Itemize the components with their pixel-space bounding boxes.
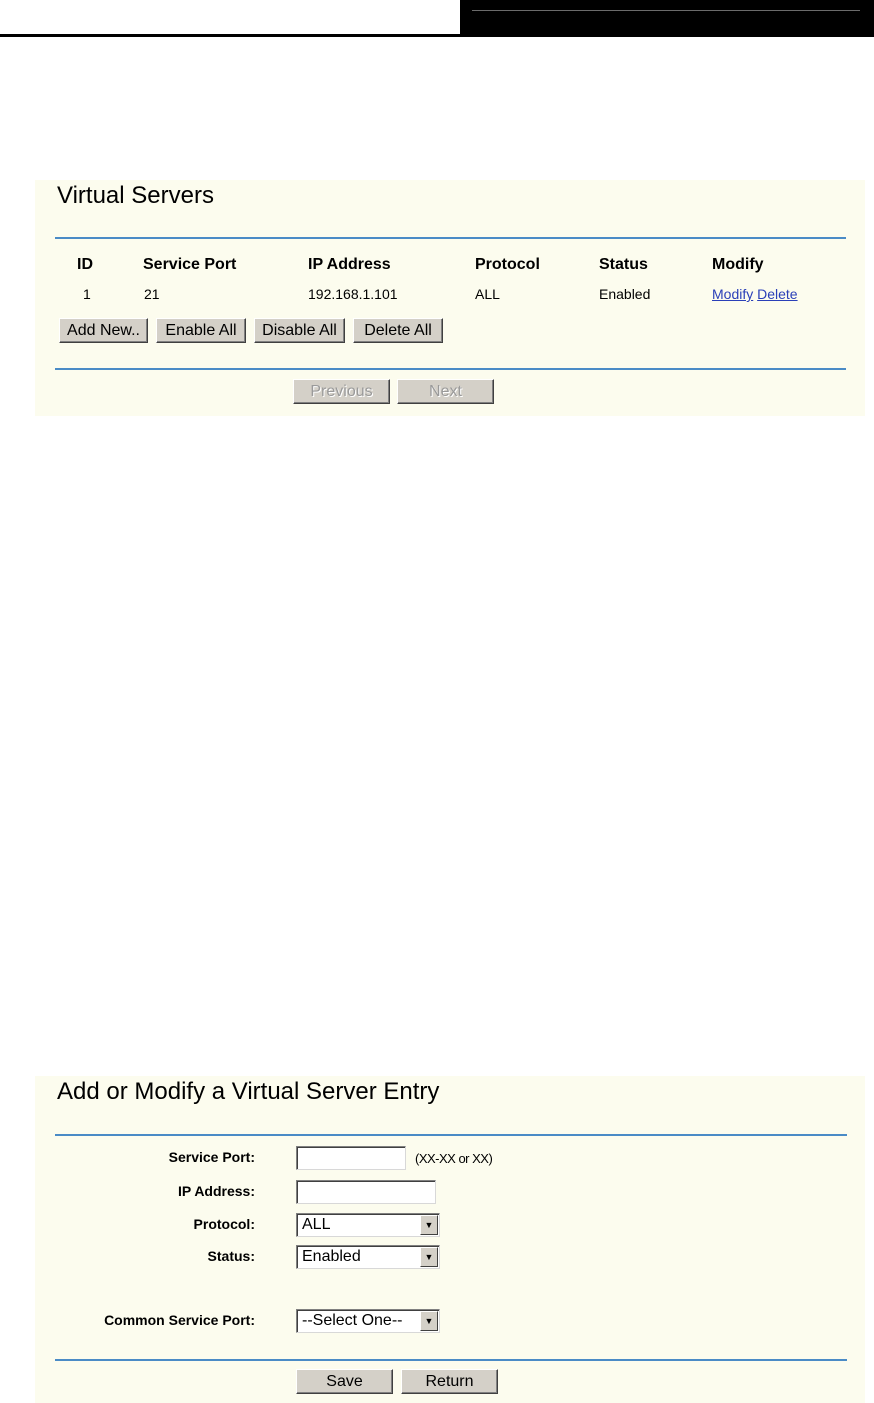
- column-header-protocol: Protocol: [475, 256, 540, 273]
- delete-all-button[interactable]: Delete All: [353, 318, 443, 343]
- ip-address-label: IP Address:: [177, 1183, 255, 1199]
- service-port-hint: (XX-XX or XX): [415, 1151, 493, 1166]
- cell-status: Enabled: [599, 286, 651, 302]
- cell-protocol: ALL: [475, 286, 500, 302]
- common-service-port-selected-value: --Select One--: [302, 1312, 403, 1329]
- header-thin-line: [472, 10, 860, 11]
- column-header-id: ID: [77, 256, 93, 273]
- next-button[interactable]: Next: [397, 379, 494, 404]
- common-service-port-select[interactable]: [296, 1309, 440, 1333]
- page-title: Virtual Servers: [57, 182, 214, 209]
- protocol-select[interactable]: [296, 1213, 440, 1237]
- add-new-button[interactable]: Add New..: [59, 318, 148, 343]
- column-header-ip-address: IP Address: [308, 256, 391, 273]
- section-title: Add or Modify a Virtual Server Entry: [57, 1078, 440, 1105]
- service-port-label: Service Port:: [168, 1149, 255, 1165]
- column-header-service-port: Service Port: [143, 256, 237, 273]
- pagination-divider: [55, 368, 846, 370]
- cell-ip-address: 192.168.1.101: [308, 286, 398, 302]
- disable-all-button[interactable]: Disable All: [254, 318, 345, 343]
- ip-address-input[interactable]: [296, 1180, 436, 1204]
- service-port-input[interactable]: [296, 1146, 406, 1170]
- header-bar: [460, 0, 874, 37]
- cell-id: 1: [83, 286, 91, 302]
- delete-link[interactable]: Delete: [757, 286, 798, 302]
- enable-all-button[interactable]: Enable All: [156, 318, 246, 343]
- cell-modify: [712, 286, 798, 302]
- chevron-down-icon[interactable]: ▼: [420, 1215, 438, 1235]
- return-button[interactable]: Return: [401, 1369, 498, 1394]
- previous-button[interactable]: Previous: [293, 379, 390, 404]
- status-selected-value: Enabled: [302, 1248, 361, 1265]
- buttons-divider: [55, 1359, 847, 1361]
- common-service-port-label: Common Service Port:: [104, 1312, 255, 1328]
- title-divider: [55, 1134, 847, 1136]
- title-divider: [55, 237, 846, 239]
- virtual-servers-panel: [35, 180, 865, 416]
- modify-link[interactable]: Modify: [712, 286, 754, 302]
- status-label: Status:: [207, 1248, 255, 1264]
- status-select[interactable]: [296, 1245, 440, 1269]
- column-header-status: Status: [599, 256, 648, 273]
- protocol-label: Protocol:: [193, 1216, 255, 1232]
- save-button[interactable]: Save: [296, 1369, 393, 1394]
- chevron-down-icon[interactable]: ▼: [420, 1311, 438, 1331]
- add-modify-panel: [35, 1076, 865, 1403]
- protocol-selected-value: ALL: [302, 1216, 331, 1233]
- chevron-down-icon[interactable]: ▼: [420, 1247, 438, 1267]
- column-header-modify: Modify: [712, 256, 764, 273]
- cell-service-port: 21: [144, 286, 160, 302]
